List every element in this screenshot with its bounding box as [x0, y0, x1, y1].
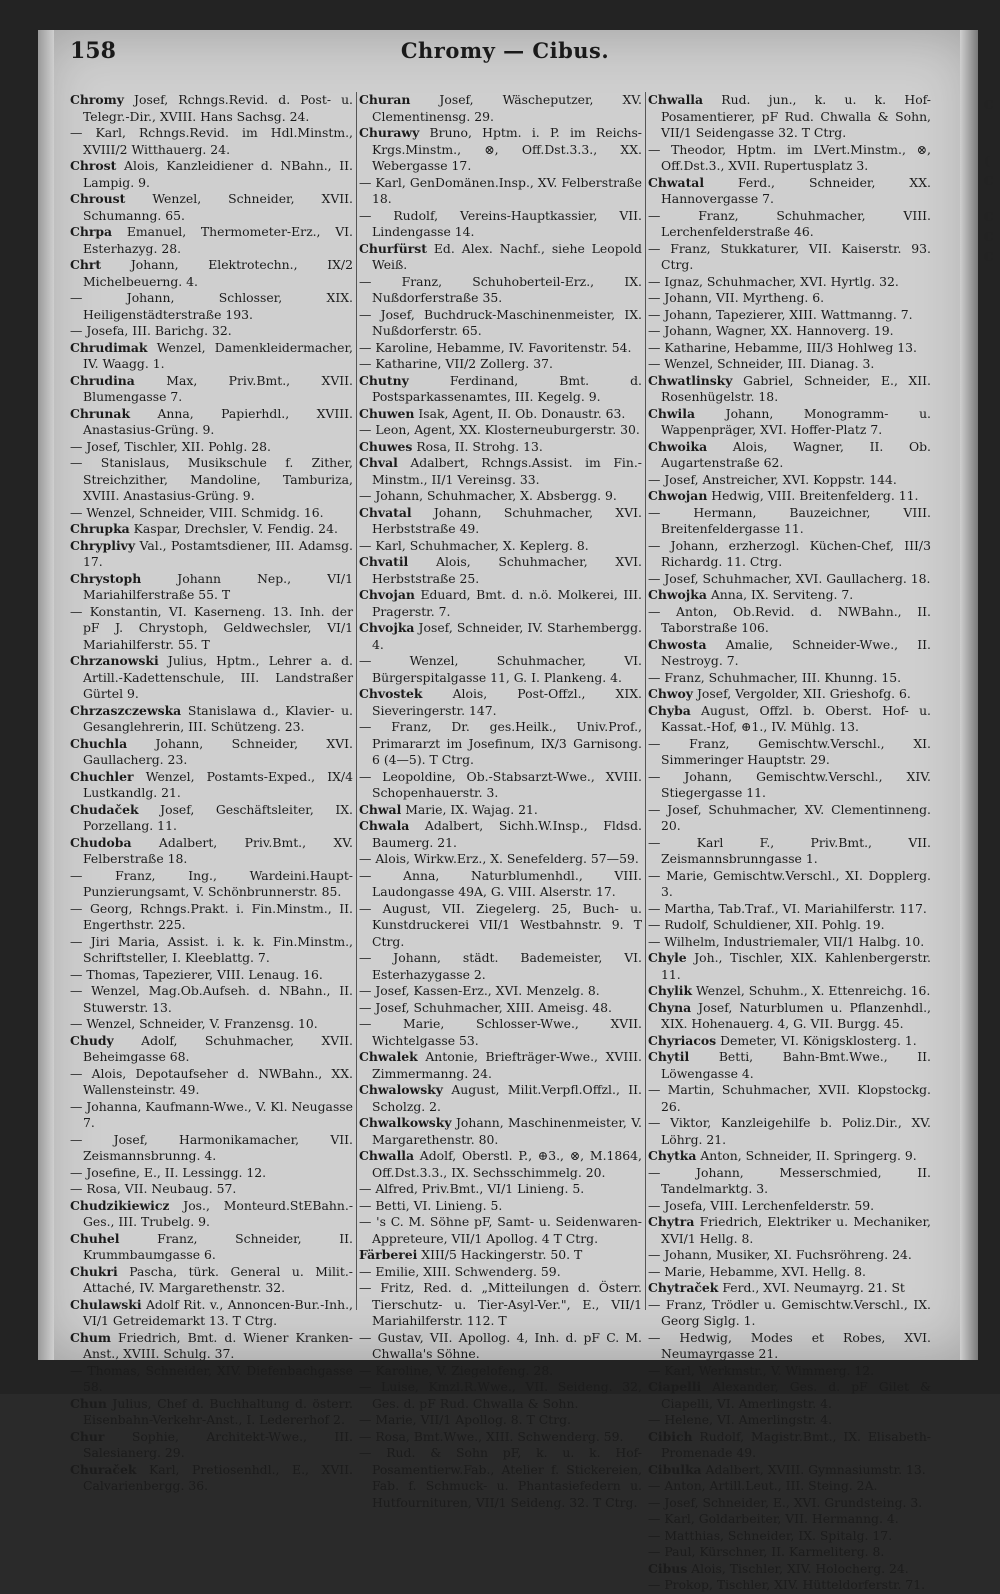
directory-entry: — Franz, Trödler u. Gemischtw.Verschl., IX. Georg Siglg. 1. — [648, 1296, 931, 1328]
directory-entry: — Johann, Schlosser, XIX. Heiligenstädterstraße 193. — [70, 290, 353, 322]
entry-surname: Cibulka — [648, 1461, 702, 1477]
directory-entry: Chrystoph Johann Nep., VI/1 Mariahilferstraße 55. T — [70, 570, 353, 602]
directory-entry: Churan Josef, Wäscheputzer, XV. Clementinensg. 29. — [359, 92, 642, 124]
entry-surname: Chuhel — [70, 1230, 120, 1246]
directory-entry: — Johann, Messerschmied, II. Tandelmarktg. 3. — [648, 1164, 931, 1196]
directory-entry: Chuwes Rosa, II. Strohg. 13. — [359, 438, 543, 454]
directory-entry: Chudzikiewicz Jos., Monteurd.StEBahn.-Ges., III. Trubelg. 9. — [70, 1197, 353, 1229]
entry-surname: Chulawski — [70, 1296, 142, 1312]
entry-surname: Chwojan — [648, 488, 708, 503]
directory-entry: — Wenzel, Schuhmacher, VI. Bürgerspitalgasse 11, G. I. Plankeng. 4. — [359, 653, 642, 685]
directory-entry: — Johanna, Kaufmann-Wwe., V. Kl. Neugasse 7. — [70, 1098, 353, 1130]
page-gutter — [38, 30, 54, 1360]
directory-entry: Chukri Pascha, türk. General u. Milit.-Attaché, IV. Margarethenstr. 32. — [70, 1263, 353, 1295]
entry-surname: Chuchler — [70, 768, 134, 784]
directory-entry: Chytra Friedrich, Elektriker u. Mechaniker, XVI/1 Hellg. 8. — [648, 1214, 931, 1246]
directory-entry: Chwalla Adolf, Oberstl. P., ⊕3., ⊗, M.1864, Off.Dst.3.3., IX. Sechsschimmelg. 20. — [359, 1148, 642, 1180]
directory-entry: — Karl, Rchngs.Revid. im Hdl.Minstm., XVIII/2 Witthauerg. 24. — [70, 125, 353, 157]
directory-entry: — Johann, Musiker, XI. Fuchsröhreng. 24. — [648, 1247, 912, 1262]
directory-entry: — Paul, Kürschner, II. Karmeliterg. 8. — [648, 1544, 885, 1559]
directory-entry: — Rud. & Sohn pF, k. u. k. Hof-Posamentierw.Fab., Atelier f. Stickereien, Fab. f. Schmuck- u. Phantasiefedern u. Hutfournituren, VII/1 Seideng. 32. T Ctrg. — [359, 1445, 642, 1510]
directory-entry: — Rudolf, Schuldiener, XII. Pohlg. 19. — [648, 917, 885, 932]
directory-entry: — Wenzel, Schneider, III. Dianag. 3. — [648, 356, 875, 371]
directory-entry: — Josefa, III. Barichg. 32. — [70, 323, 232, 338]
directory-entry: — Thomas, Tapezierer, VIII. Lenaug. 16. — [70, 966, 323, 982]
directory-entry: Chwalla Rud. jun., k. u. k. Hof-Posamentierer, pF Rud. Chwalla & Sohn, VII/1 Seidengasse 32. T Ctrg. — [648, 92, 931, 140]
entry-surname: Chrt — [70, 257, 102, 272]
directory-entry: Chryplivy Val., Postamtsdiener, III. Adamsg. 17. — [70, 537, 353, 569]
entry-surname: Chrudimak — [70, 339, 148, 355]
directory-entry: — Viktor, Kanzleigehilfe b. Poliz.Dir., XV. Löhrg. 21. — [648, 1115, 931, 1147]
directory-entry: — Marie, Schlosser-Wwe., XVII. Wichtelgasse 53. — [359, 1016, 642, 1048]
entry-surname: Chwalowsky — [359, 1082, 443, 1097]
directory-entry: Cibus Alois, Tischler, XIV. Holocherg. 24. — [648, 1560, 909, 1576]
directory-entry: Chroust Wenzel, Schneider, XVII. Schumanng. 65. — [70, 191, 353, 223]
directory-entry: — Johann, Schuhmacher, X. Absbergg. 9. — [359, 488, 617, 503]
directory-entry: — Johann, VII. Myrtheng. 6. — [648, 290, 825, 305]
entry-surname: Chromy — [70, 92, 124, 107]
entry-surname: Chrpa — [70, 224, 113, 239]
directory-entry: Chyna Josef, Naturblumen u. Pflanzenhdl., XIX. Hohenauerg. 4, G. VII. Burgg. 45. — [648, 999, 931, 1031]
directory-entry: Chuchler Wenzel, Postamts-Exped., IX/4 Lustkandlg. 21. — [70, 768, 353, 800]
entry-surname: Chwalla — [648, 92, 704, 107]
directory-entry: — Josef, Schuhmacher, XVI. Gaullacherg. 18. — [648, 570, 931, 586]
directory-entry: Churaček Karl, Pretiosenhdl., E., XVII. Calvarienbergg. 36. — [70, 1461, 353, 1493]
directory-entry: — Anna, Naturblumenhdl., VIII. Laudongasse 49A, G. VIII. Alserstr. 17. — [359, 867, 642, 899]
entry-surname: Chyna — [648, 999, 692, 1015]
entry-surname: Chvatil — [359, 554, 409, 569]
directory-entry: Chvojka Josef, Schneider, IV. Starhembergg. 4. — [359, 620, 642, 652]
entry-surname: Chrzanowski — [70, 653, 159, 668]
page-number: 158 — [70, 38, 116, 64]
directory-entry: — Franz, Schuhoberteil-Erz., IX. Nußdorferstraße 35. — [359, 273, 642, 305]
entry-surname: Chval — [359, 455, 398, 470]
directory-entry: Chwalowsky August, Milit.Verpfl.Offzl., II. Scholzg. 2. — [359, 1082, 642, 1114]
directory-entry: Chulawski Adolf Rit. v., Annoncen-Bur.-Inh., VI/1 Getreidemarkt 13. T Ctrg. — [70, 1296, 353, 1328]
directory-entry: Chuwen Isak, Agent, II. Ob. Donaustr. 63. — [359, 405, 626, 421]
directory-entry: Chwoika Alois, Wagner, II. Ob. Augartenstraße 62. — [648, 438, 931, 470]
directory-entry: Chwal Marie, IX. Wajag. 21. — [359, 801, 538, 817]
directory-entry: — Karoline, Hebamme, IV. Favoritenstr. 54. — [359, 339, 632, 355]
entry-surname: Chuchla — [70, 735, 128, 751]
entry-surname: Chwala — [359, 818, 410, 833]
directory-entry: — Josef, Tischler, XII. Pohlg. 28. — [70, 438, 271, 454]
entry-surname: Chukri — [70, 1263, 118, 1279]
directory-entry: — Anton, Ob.Revid. d. NWBahn., II. Taborstraße 106. — [648, 603, 931, 635]
directory-entry: Chwojan Hedwig, VIII. Breitenfelderg. 11. — [648, 488, 919, 503]
directory-entry: — Luise, Kmzl.R.Wwe., VII. Seideng. 32, Ges. d. pF Rud. Chwalla & Sohn. — [359, 1379, 642, 1411]
directory-entry: Chuhel Franz, Schneider, II. Krummbaumgasse 6. — [70, 1230, 353, 1262]
directory-column-1 — [70, 92, 353, 1493]
directory-column-2 — [359, 92, 642, 1510]
directory-entry: — Karl, Werkmstr., V. Wimmerg. 12. — [648, 1362, 875, 1378]
directory-entry: — Konstantin, VI. Kaserneng. 13. Inh. der pF J. Chrystoph, Geldwechsler, VI/1 Mariahilferstr. 55. T — [70, 603, 353, 652]
directory-entry: Chudy Adolf, Schuhmacher, XVII. Beheimgasse 68. — [70, 1032, 353, 1064]
directory-entry: — Josefine, E., II. Lessingg. 12. — [70, 1164, 267, 1180]
entry-surname: Chwalla — [359, 1148, 415, 1163]
entry-surname: Chwalek — [359, 1049, 418, 1064]
entry-surname: Chudy — [70, 1032, 114, 1048]
directory-entry: Chwala Adalbert, Sichh.W.Insp., Fldsd. Baumerg. 21. — [359, 818, 642, 850]
directory-entry: Chrpa Emanuel, Thermometer-Erz., VI. Esterhazyg. 28. — [70, 224, 353, 256]
directory-entry: Chwoy Josef, Vergolder, XII. Grieshofg. 6. — [648, 686, 911, 701]
directory-entry: — Karoline, V. Ziegelofeng. 28. — [359, 1362, 554, 1378]
directory-entry: — Rosa, Bmt.Wwe., XIII. Schwenderg. 59. — [359, 1428, 624, 1444]
entry-surname: Churaček — [70, 1461, 137, 1477]
directory-entry: — Alois, Depotaufseher d. NWBahn., XX. Wallensteinstr. 49. — [70, 1065, 353, 1097]
entry-surname: Chudoba — [70, 834, 132, 850]
entry-surname: Cibus — [648, 1560, 688, 1576]
directory-entry: — Fritz, Red. d. „Mitteilungen d. Österr. Tierschutz- u. Tier-Asyl-Ver.", E., VII/1 Mariahilferstr. 112. T — [359, 1280, 642, 1328]
entry-surname: Ciapelli — [648, 1379, 702, 1394]
directory-entry: — Matthias, Schneider, IX. Spitalg. 17. — [648, 1527, 893, 1543]
entry-surname: Chur — [70, 1428, 105, 1444]
entry-surname: Churfürst — [359, 240, 427, 256]
directory-entry: — Alfred, Priv.Bmt., VI/1 Linieng. 5. — [359, 1181, 585, 1196]
entry-surname: Chwalkowsky — [359, 1115, 452, 1130]
directory-entry: Chwatal Ferd., Schneider, XX. Hannovergasse 7. — [648, 174, 931, 206]
directory-entry: Chvojan Eduard, Bmt. d. n.ö. Molkerei, III. Pragerstr. 7. — [359, 587, 642, 619]
directory-entry: Churawy Bruno, Hptm. i. P. im Reichs-Krgs.Minstm., ⊗, Off.Dst.3.3., XX. Webergasse 17. — [359, 125, 642, 173]
directory-entry: — Rosa, VII. Neubaug. 57. — [70, 1181, 237, 1196]
directory-entry: — Karl, Schuhmacher, X. Keplerg. 8. — [359, 537, 589, 553]
directory-entry: Chvostek Alois, Post-Offzl., XIX. Sieveringerstr. 147. — [359, 686, 642, 718]
entry-surname: Chuwes — [359, 438, 413, 454]
directory-entry: — Franz, Stukkaturer, VII. Kaiserstr. 93. Ctrg. — [648, 240, 931, 272]
entry-surname: Chvatal — [359, 504, 412, 520]
directory-entry: Chum Friedrich, Bmt. d. Wiener Kranken-Anst., XVIII. Schulg. 37. — [70, 1329, 353, 1361]
directory-entry: — Prokop, Tischler, XIV. Hütteldorferstr. 71. — [648, 1577, 926, 1592]
directory-entry: — Marie, VII/1 Apollog. 8. T Ctrg. — [359, 1412, 571, 1427]
entry-surname: Chytraček — [648, 1280, 719, 1295]
directory-entry: Chrt Johann, Elektrotechn., IX/2 Michelbeuerng. 4. — [70, 257, 353, 289]
entry-surname: Chvojan — [359, 587, 415, 602]
entry-surname: Chwoika — [648, 438, 708, 454]
entry-surname: Chryplivy — [70, 537, 136, 553]
entry-surname: Chylik — [648, 983, 693, 998]
margin-mark: C — [984, 98, 994, 112]
entry-surname: Chwatlinsky — [648, 372, 733, 388]
page-edge — [960, 30, 978, 1360]
directory-entry: Chval Adalbert, Rchngs.Assist. im Fin.-Minstm., II/1 Vereinsg. 33. — [359, 455, 642, 487]
entry-surname: Chum — [70, 1329, 111, 1345]
entry-surname: Chyriacos — [648, 1032, 717, 1048]
directory-entry: — Wenzel, Mag.Ob.Aufseh. d. NBahn., II. Stuwerstr. 13. — [70, 983, 353, 1015]
directory-entry: Chrupka Kaspar, Drechsler, V. Fendig. 24. — [70, 521, 338, 536]
directory-entry: Chrzanowski Julius, Hptm., Lehrer a. d. Artill.-Kadettenschule, III. Landstraßer Gürtel 9. — [70, 653, 353, 701]
directory-entry: Chun Julius, Chef d. Buchhaltung d. österr. Eisenbahn-Verkehr-Anst., I. Ledererhof 2. — [70, 1395, 353, 1427]
directory-entry: — Hedwig, Modes et Robes, XVI. Neumayrgasse 21. — [648, 1329, 931, 1361]
entry-surname: Chrystoph — [70, 570, 142, 586]
directory-entry: — Johann, städt. Bademeister, VI. Esterhazygasse 2. — [359, 950, 642, 982]
entry-surname: Färberei — [359, 1247, 418, 1262]
directory-entry: Chromy Josef, Rchngs.Revid. d. Post- u. Telegr.-Dir., XVIII. Hans Sachsg. 24. — [70, 92, 353, 124]
entry-surname: Chvojka — [359, 620, 415, 635]
directory-column-3 — [648, 92, 931, 1592]
directory-entry: — Hermann, Bauzeichner, VIII. Breitenfeldergasse 11. — [648, 504, 931, 536]
entry-surname: Chyba — [648, 702, 691, 718]
entry-surname: Chvostek — [359, 686, 423, 701]
directory-entry: Cibich Rudolf, Magistr.Bmt., IX. Elisabeth-Promenade 49. — [648, 1428, 931, 1460]
directory-entry: Färberei XIII/5 Hackingerstr. 50. T — [359, 1247, 583, 1262]
directory-entry: — Josefa, VIII. Lerchenfelderstr. 59. — [648, 1197, 875, 1213]
directory-entry: — Katharine, Hebamme, III/3 Hohlweg 13. — [648, 339, 917, 355]
directory-entry: — Marie, Hebamme, XVI. Hellg. 8. — [648, 1263, 866, 1279]
directory-entry: Chudoba Adalbert, Priv.Bmt., XV. Felberstraße 18. — [70, 834, 353, 866]
directory-entry: Chytraček Ferd., XVI. Neumayrg. 21. St — [648, 1280, 905, 1295]
directory-entry: — Franz, Gemischtw.Verschl., XI. Simmeringer Hauptstr. 29. — [648, 735, 931, 767]
directory-entry: — Josef, Schuhmacher, XV. Clementinneng. 20. — [648, 801, 931, 833]
directory-entry: — 's C. M. Söhne pF, Samt- u. Seidenwaren-Appreteure, VII/1 Apollog. 4 T Ctrg. — [359, 1214, 642, 1246]
entry-surname: Chytil — [648, 1049, 690, 1064]
directory-entry: Chwosta Amalie, Schneider-Wwe., II. Nestroyg. 7. — [648, 636, 931, 668]
directory-entry: Chwojka Anna, IX. Serviteng. 7. — [648, 587, 854, 602]
entry-surname: Chytra — [648, 1214, 695, 1229]
directory-entry: Chrost Alois, Kanzleidiener d. NBahn., II. Lampig. 9. — [70, 158, 353, 190]
directory-entry: — Ignaz, Schuhmacher, XVI. Hyrtlg. 32. — [648, 273, 899, 289]
directory-entry: Chur Sophie, Architekt-Wwe., III. Salesianerg. 29. — [70, 1428, 353, 1460]
directory-entry: Chrunak Anna, Papierhdl., XVIII. Anastasius-Grüng. 9. — [70, 405, 353, 437]
margin-mark: ( — [984, 154, 990, 168]
directory-entry: — Wenzel, Schneider, V. Franzensg. 10. — [70, 1016, 318, 1031]
directory-entry: — Leopoldine, Ob.-Stabsarzt-Wwe., XVIII. Schopenhauerstr. 3. — [359, 768, 642, 800]
directory-entry: — Karl, Goldarbeiter, VII. Hermanng. 4. — [648, 1511, 899, 1526]
directory-entry: — Josef, Buchdruck-Maschinenmeister, IX. Nußdorferstr. 65. — [359, 306, 642, 338]
directory-entry: — Johann, Gemischtw.Verschl., XIV. Stiegergasse 11. — [648, 768, 931, 800]
directory-entry: Cibulka Adalbert, XVIII. Gymnasiumstr. 13. — [648, 1461, 926, 1477]
directory-entry: — Georg, Rchngs.Prakt. i. Fin.Minstm., II. Engerthstr. 225. — [70, 900, 353, 932]
directory-entry: Chvatil Alois, Schuhmacher, XVI. Herbststraße 25. — [359, 554, 642, 586]
directory-entry: — Betti, VI. Linieng. 5. — [359, 1197, 503, 1213]
next-page-margin — [982, 90, 1000, 690]
directory-entry: — Karl, GenDomänen.Insp., XV. Felberstraße 18. — [359, 174, 642, 206]
directory-entry: — Josef, Harmonikamacher, VII. Zeismannsbrunng. 4. — [70, 1131, 353, 1163]
directory-entry: Chwalkowsky Johann, Maschinenmeister, V. Margarethenstr. 80. — [359, 1115, 642, 1147]
entry-surname: Chwojka — [648, 587, 707, 602]
directory-entry: Chyriacos Demeter, VI. Königsklosterg. 1. — [648, 1032, 917, 1048]
directory-entry: — Johann, Tapezierer, XIII. Wattmanng. 7. — [648, 306, 913, 322]
directory-entry: Chwatlinsky Gabriel, Schneider, E., XII. Rosenhügelstr. 18. — [648, 372, 931, 404]
entry-surname: Chrunak — [70, 405, 131, 421]
directory-entry: Ciapelli Alexander, Ges. d. pF Gilet & Ciapelli, VI. Amerlingstr. 4. — [648, 1379, 931, 1411]
directory-entry: Chwila Johann, Monogramm- u. Wappenpräger, XVI. Hoffer-Platz 7. — [648, 405, 931, 437]
margin-mark: C — [984, 210, 994, 224]
entry-surname: Chwosta — [648, 636, 707, 652]
directory-entry: — Josef, Kassen-Erz., XVI. Menzelg. 8. — [359, 983, 600, 998]
page-header — [70, 38, 940, 78]
directory-entry: — Josef, Schneider, E., XVI. Grundsteing. 3. — [648, 1494, 923, 1510]
directory-entry: Chuchla Johann, Schneider, XVI. Gaullacherg. 23. — [70, 735, 353, 767]
directory-entry: — Martha, Tab.Traf., VI. Mariahilferstr. 117. — [648, 900, 927, 916]
column-divider — [356, 92, 357, 1310]
entry-surname: Chun — [70, 1395, 107, 1411]
entry-surname: Chwal — [359, 801, 402, 817]
entry-surname: Chyle — [648, 950, 687, 965]
entry-surname: Cibich — [648, 1428, 693, 1444]
directory-entry: — Marie, Gemischtw.Verschl., XI. Dopplerg. 3. — [648, 867, 931, 899]
margin-mark: C — [984, 230, 994, 244]
entry-surname: Chutny — [359, 372, 409, 388]
directory-entry: — Gustav, VII. Apollog. 4, Inh. d. pF C. M. Chwalla's Söhne. — [359, 1329, 642, 1361]
entry-surname: Chwatal — [648, 174, 705, 190]
directory-entry: Chvatal Johann, Schuhmacher, XVI. Herbststraße 49. — [359, 504, 642, 536]
directory-entry: — Theodor, Hptm. im LVert.Minstm., ⊗, Off.Dst.3., XVII. Rupertusplatz 3. — [648, 141, 931, 173]
entry-surname: Chrzaszczewska — [70, 702, 182, 718]
directory-entry: — Josef, Anstreicher, XVI. Koppstr. 144. — [648, 471, 897, 487]
directory-entry: Chutny Ferdinand, Bmt. d. Postsparkassenamtes, III. Kegelg. 9. — [359, 372, 642, 404]
entry-surname: Chuwen — [359, 405, 415, 421]
directory-entry: — Thomas, Schneider, XIV. Diefenbachgasse 58. — [70, 1362, 353, 1394]
directory-entry: — Josef, Schuhmacher, XIII. Ameisg. 48. — [359, 999, 612, 1015]
directory-entry: — Karl F., Priv.Bmt., VII. Zeismannsbrunngasse 1. — [648, 834, 931, 866]
directory-entry: — Franz, Dr. ges.Heilk., Univ.Prof., Primararzt im Josefinum, IX/3 Garnisong. 6 (4—5). T Ctrg. — [359, 719, 642, 767]
directory-entry: — Rudolf, Vereins-Hauptkassier, VII. Lindengasse 14. — [359, 207, 642, 239]
directory-entry: Chyba August, Offzl. b. Oberst. Hof- u. Kassat.-Hof, ⊕1., IV. Mühlg. 13. — [648, 702, 931, 734]
running-head: Chromy — Cibus. — [400, 38, 610, 63]
directory-entry: Chudaček Josef, Geschäftsleiter, IX. Porzellang. 11. — [70, 801, 353, 833]
directory-entry: Chylik Wenzel, Schuhm., X. Ettenreichg. 16. — [648, 983, 931, 998]
directory-entry: Chytil Betti, Bahn-Bmt.Wwe., II. Löwengasse 4. — [648, 1049, 931, 1081]
directory-entry: — Stanislaus, Musikschule f. Zither, Streichzither, Mandoline, Tamburiza, XVIII. Anastasius-Grüng. 9. — [70, 455, 353, 503]
directory-entry: — Helene, VI. Amerlingstr. 4. — [648, 1412, 833, 1427]
directory-entry: — Jiri Maria, Assist. i. k. k. Fin.Minstm., Schriftsteller, I. Kleeblattg. 7. — [70, 933, 353, 965]
entry-surname: Chwila — [648, 405, 695, 421]
directory-entry: Chwalek Antonie, Briefträger-Wwe., XVIII. Zimmermanng. 24. — [359, 1049, 642, 1081]
directory-entry: — August, VII. Ziegelerg. 25, Buch- u. Kunstdruckerei VII/1 Westbahnstr. 9. T Ctrg. — [359, 900, 642, 949]
directory-entry: — Anton, Artill.Leut., III. Steing. 2A. — [648, 1478, 878, 1493]
margin-mark: C — [984, 250, 994, 264]
directory-entry: — Alois, Wirkw.Erz., X. Senefelderg. 57—59. — [359, 851, 639, 866]
directory-entry: — Franz, Schuhmacher, III. Khunng. 15. — [648, 669, 902, 685]
directory-entry: Chrudimak Wenzel, Damenkleidermacher, IV. Waagg. 1. — [70, 339, 353, 371]
directory-entry: — Katharine, VII/2 Zollerg. 37. — [359, 356, 553, 371]
entry-surname: Chwoy — [648, 686, 694, 701]
entry-surname: Chudzikiewicz — [70, 1197, 170, 1213]
entry-surname: Churan — [359, 92, 411, 107]
directory-entry: — Wilhelm, Industriemaler, VII/1 Halbg. 10. — [648, 933, 925, 949]
margin-mark: C — [984, 174, 994, 188]
directory-entry: — Martin, Schuhmacher, XVII. Klopstockg. 26. — [648, 1082, 931, 1114]
entry-surname: Chudaček — [70, 801, 139, 817]
directory-entry: Churfürst Ed. Alex. Nachf., siehe Leopold Weiß. — [359, 240, 642, 272]
directory-entry: Chyle Joh., Tischler, XIX. Kahlenbergerstr. 11. — [648, 950, 931, 982]
directory-entry: — Johann, erzherzogl. Küchen-Chef, III/3 Richardg. 11. Ctrg. — [648, 537, 931, 569]
directory-entry: — Franz, Ing., Wardeini.Haupt-Punzierungsamt, V. Schönbrunnerstr. 85. — [70, 867, 353, 899]
entry-surname: Chytka — [648, 1148, 697, 1163]
directory-entry: — Emilie, XIII. Schwenderg. 59. — [359, 1263, 561, 1279]
entry-surname: Chroust — [70, 191, 126, 206]
entry-surname: Chrupka — [70, 521, 130, 536]
directory-entry: — Franz, Schuhmacher, VIII. Lerchenfelderstraße 46. — [648, 207, 931, 239]
directory-entry: Chrzaszczewska Stanislawa d., Klavier- u. Gesanglehrerin, III. Schützeng. 23. — [70, 702, 353, 734]
directory-entry: Chytka Anton, Schneider, II. Springerg. 9. — [648, 1148, 917, 1163]
directory-entry: — Johann, Wagner, XX. Hannoverg. 19. — [648, 323, 894, 338]
entry-surname: Chrudina — [70, 372, 135, 388]
directory-entry: Chrudina Max, Priv.Bmt., XVII. Blumengasse 7. — [70, 372, 353, 404]
column-divider — [645, 92, 646, 1310]
entry-surname: Chrost — [70, 158, 117, 173]
entry-surname: Churawy — [359, 125, 420, 140]
directory-entry: — Leon, Agent, XX. Klosterneuburgerstr. 30. — [359, 422, 640, 437]
directory-entry: — Wenzel, Schneider, VIII. Schmidg. 16. — [70, 504, 324, 520]
